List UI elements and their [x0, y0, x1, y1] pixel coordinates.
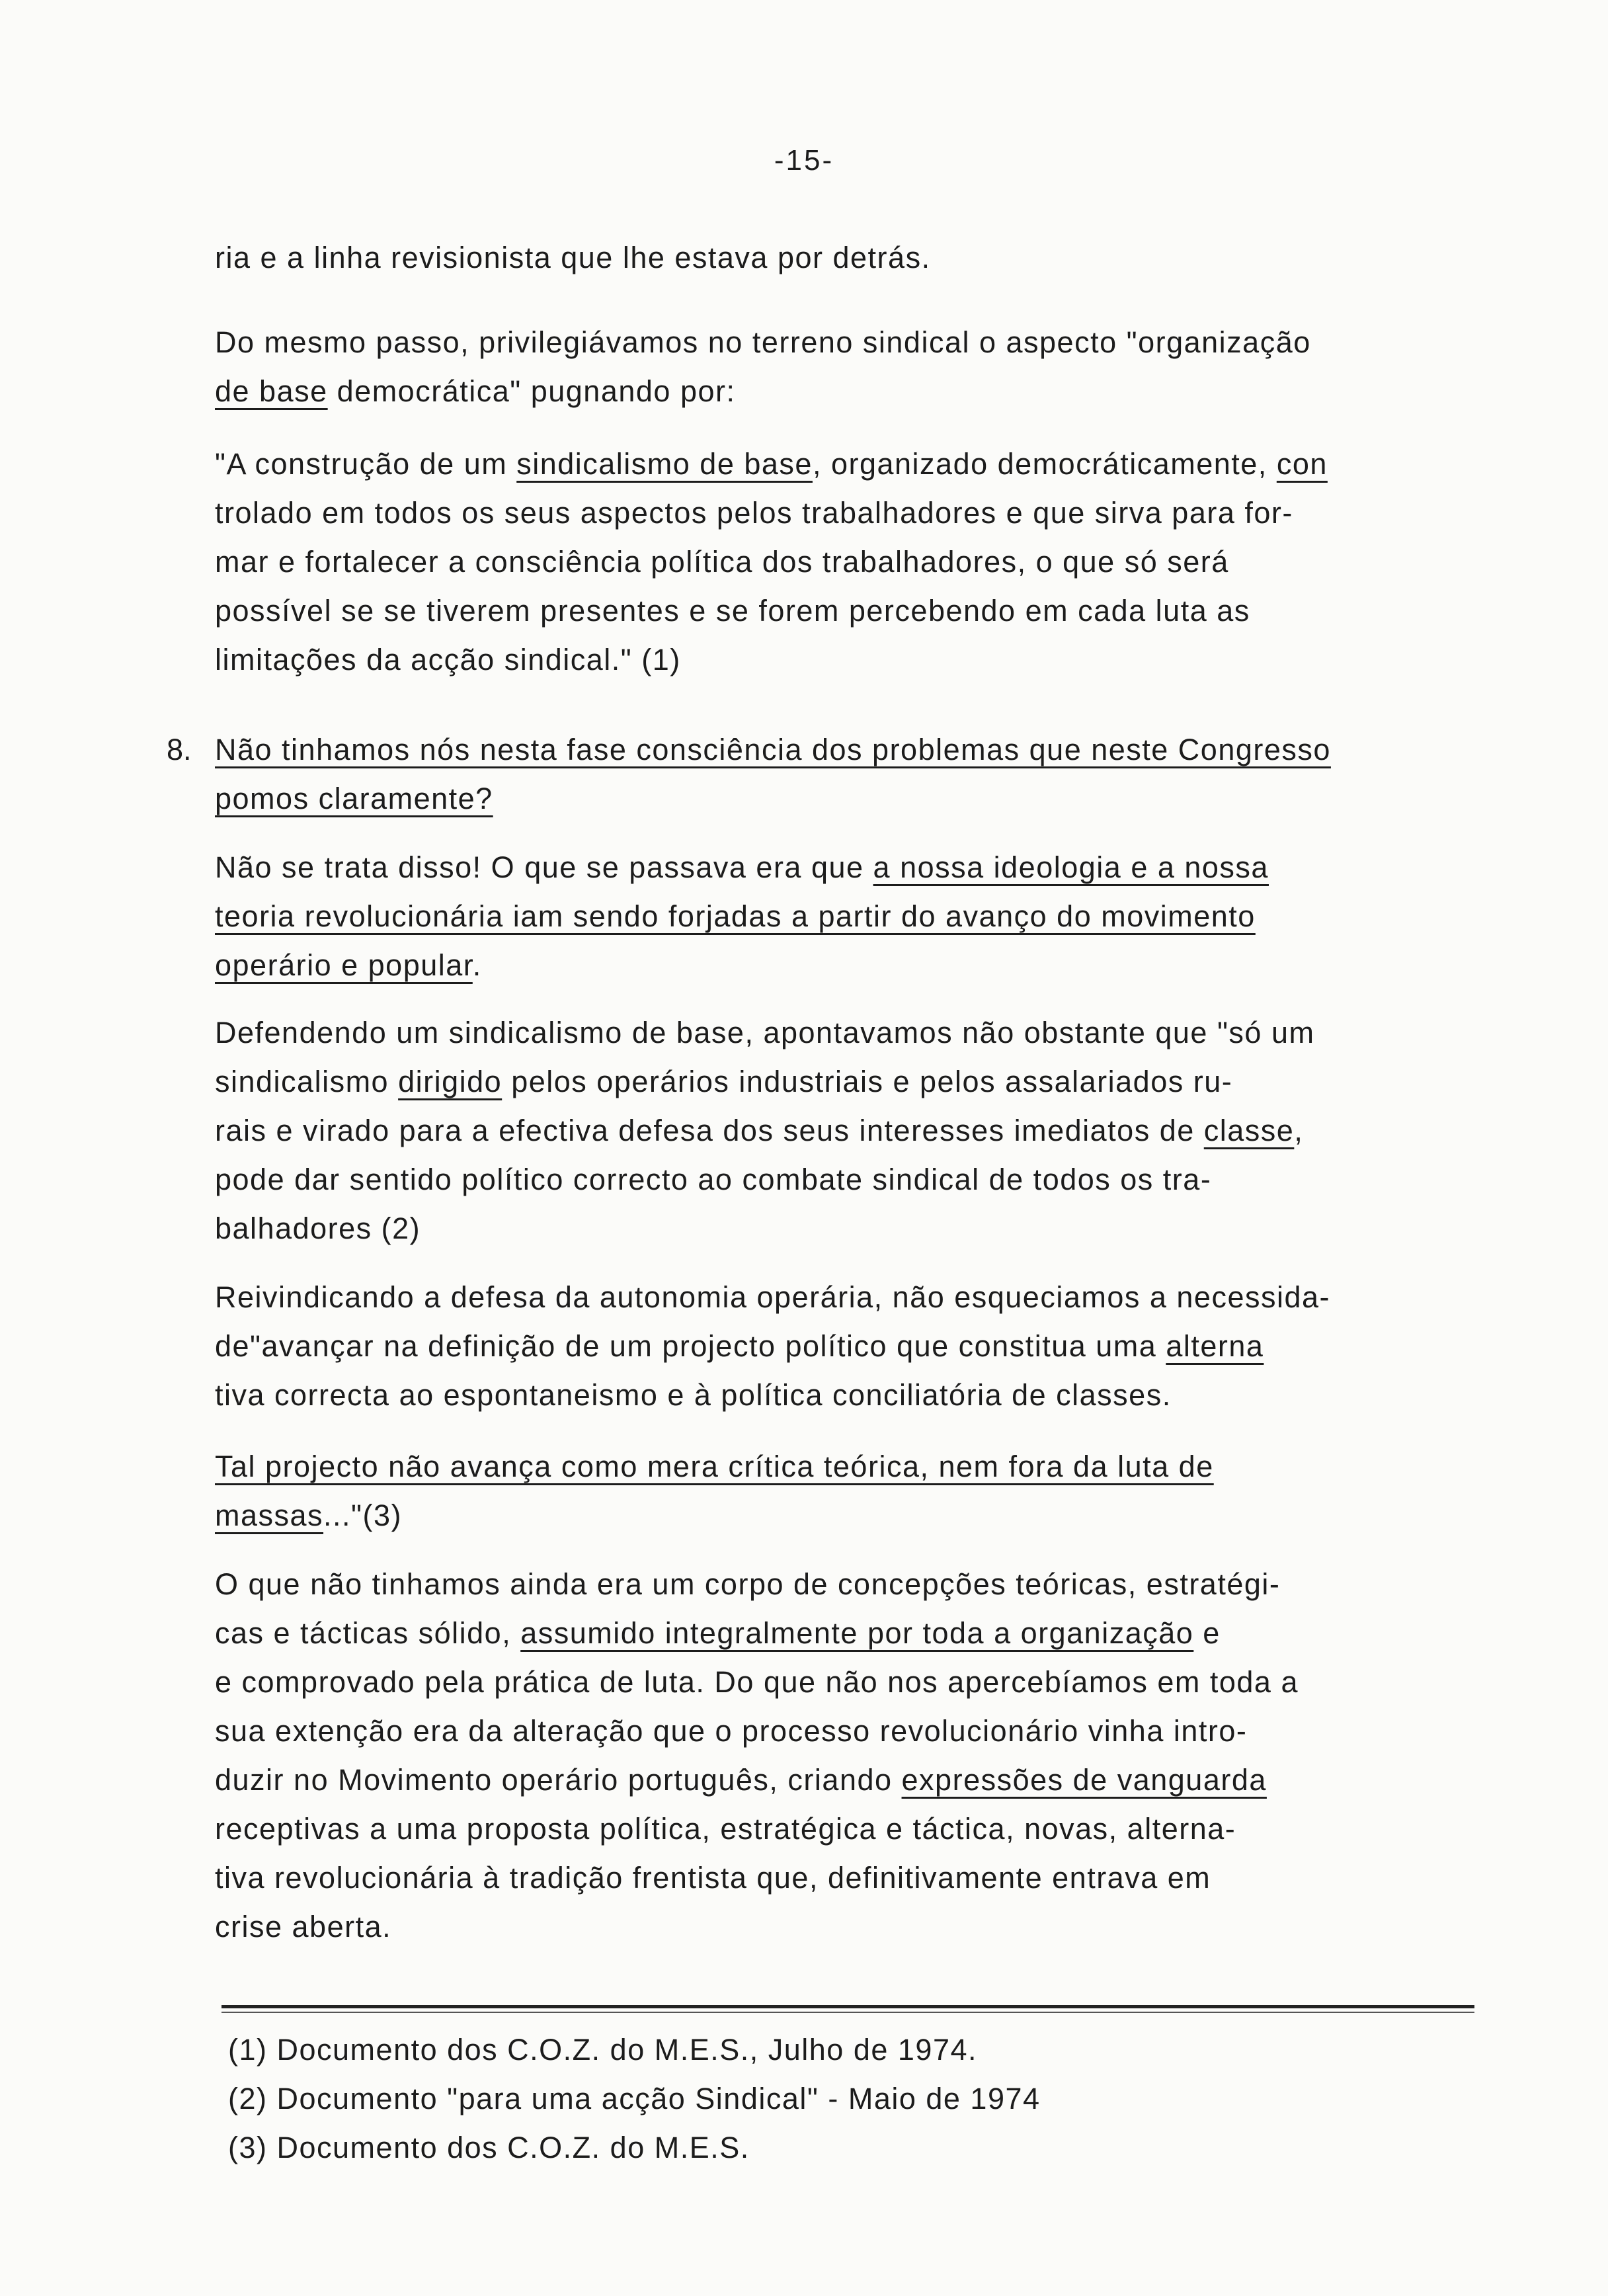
text-line: ria e a linha revisionista que lhe estava por detrás. — [215, 241, 931, 274]
quote-line: mar e fortalecer a consciência política dos trabalhadores, o que só será — [215, 545, 1229, 579]
quote-line: "A construção de um sindicalismo de base, organizado democráticamente, con — [215, 447, 1328, 481]
quote-line: possível se se tiverem presentes e se forem percebendo em cada luta as — [215, 594, 1250, 628]
text-line: Defendendo um sindicalismo de base, apontavamos não obstante que "só um — [215, 1016, 1315, 1049]
question-line: Não tinhamos nós nesta fase consciência dos problemas que neste Congresso — [215, 733, 1331, 766]
text-line: Tal projecto não avança como mera crítica teórica, nem fora da luta de — [215, 1450, 1214, 1483]
text-line: massas..."(3) — [215, 1498, 403, 1532]
text-line: rais e virado para a efectiva defesa dos seus interesses imediatos de classe, — [215, 1114, 1304, 1147]
text-line: teoria revolucionária iam sendo forjadas a partir do avanço do movimento — [215, 899, 1256, 933]
footnote-divider-secondary — [221, 2012, 1474, 2013]
text-line: balhadores (2) — [215, 1211, 421, 1245]
text-line: Não se trata disso! O que se passava era que a nossa ideologia e a nossa — [215, 850, 1269, 884]
text-line: Reivindicando a defesa da autonomia operária, não esqueciamos a necessida- — [215, 1280, 1331, 1314]
text-line: tiva revolucionária à tradição frentista que, definitivamente entrava em — [215, 1861, 1211, 1895]
text-line: tiva correcta ao espontaneismo e à política conciliatória de classes. — [215, 1378, 1172, 1412]
text-line: receptivas a uma proposta política, estratégica e táctica, novas, alterna- — [215, 1812, 1236, 1846]
footnote: (2) Documento "para uma acção Sindical" - Maio de 1974 — [228, 2082, 1041, 2115]
footnote: (1) Documento dos C.O.Z. do M.E.S., Julho de 1974. — [228, 2033, 978, 2067]
quote-line: limitações da acção sindical." (1) — [215, 643, 681, 676]
text-line: de"avançar na definição de um projecto político que constitua uma alterna — [215, 1329, 1264, 1363]
text-line: crise aberta. — [215, 1910, 392, 1944]
quote-line: trolado em todos os seus aspectos pelos trabalhadores e que sirva para for- — [215, 496, 1293, 530]
text-line: Do mesmo passo, privilegiávamos no terreno sindical o aspecto "organização — [215, 325, 1311, 359]
footnote: (3) Documento dos C.O.Z. do M.E.S. — [228, 2131, 750, 2164]
text-line: pode dar sentido político correcto ao combate sindical de todos os tra- — [215, 1163, 1212, 1196]
text-line: sua extenção era da alteração que o processo revolucionário vinha intro- — [215, 1714, 1248, 1748]
text-line: sindicalismo dirigido pelos operários industriais e pelos assalariados ru- — [215, 1065, 1233, 1098]
footnote-divider — [221, 2005, 1474, 2008]
item-number: 8. — [167, 733, 192, 766]
text-line: de base democrática" pugnando por: — [215, 374, 736, 408]
text-line: duzir no Movimento operário português, criando expressões de vanguarda — [215, 1763, 1267, 1797]
text-line: e comprovado pela prática de luta. Do que não nos apercebíamos em toda a — [215, 1665, 1299, 1699]
question-line: pomos claramente? — [215, 782, 493, 815]
text-line: operário e popular. — [215, 948, 482, 982]
text-line: cas e tácticas sólido, assumido integralmente por toda a organização e — [215, 1616, 1221, 1650]
page-number: -15- — [774, 144, 834, 177]
text-line: O que não tinhamos ainda era um corpo de concepções teóricas, estratégi- — [215, 1567, 1281, 1601]
